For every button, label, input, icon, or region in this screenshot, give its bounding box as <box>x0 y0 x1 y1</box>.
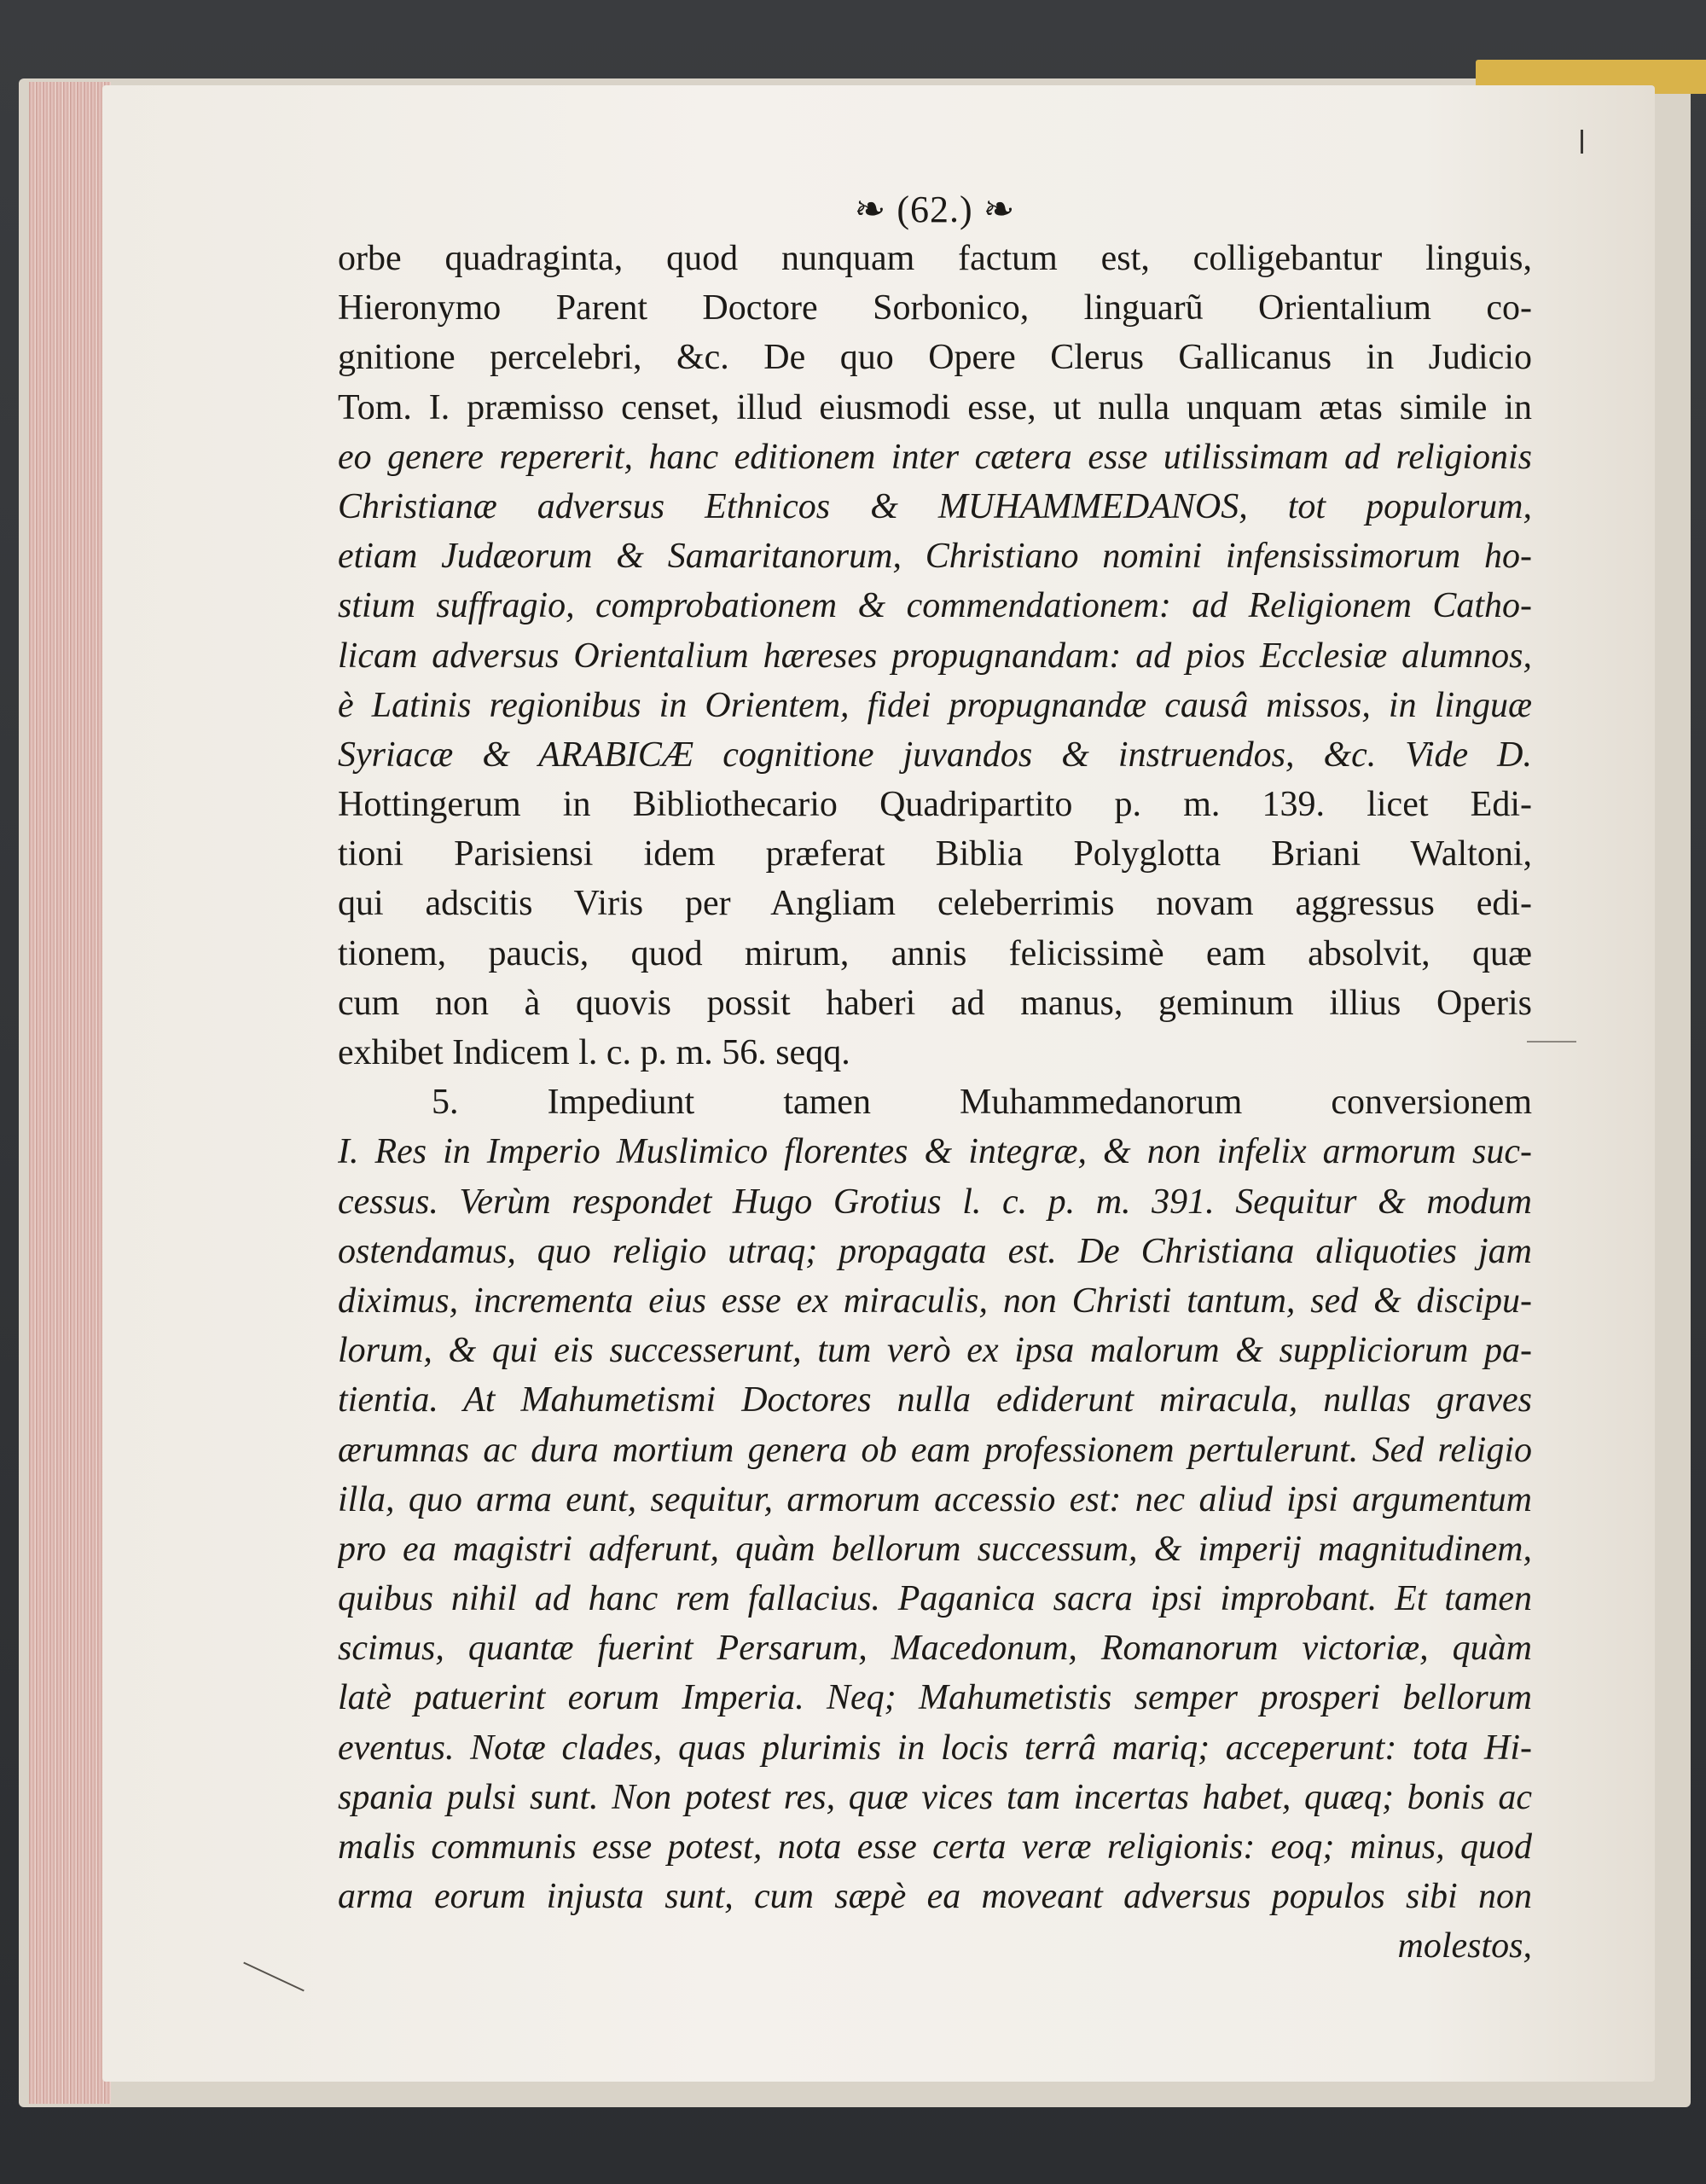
page-edges <box>29 82 111 2104</box>
text-line: exhibet Indicem l. c. p. m. 56. seqq. <box>338 1033 850 1072</box>
text-line: cum non à quovis possit haberi ad manus, geminum illius Operis <box>338 983 1532 1023</box>
margin-stroke <box>1581 130 1583 154</box>
text-line: tionem, paucis, quod mirum, annis felicissimè eam absolvit, quæ <box>338 933 1532 973</box>
text-line: latè patuerint eorum Imperia. Neq; Mahumetistis semper prosperi bellorum <box>338 1678 1532 1718</box>
text-line: tientia. At Mahumetismi Doctores nulla ediderunt miracula, nullas graves <box>338 1380 1532 1420</box>
text-line: scimus, quantæ fuerint Persarum, Macedonum, Romanorum victoriæ, quàm <box>338 1629 1532 1669</box>
text-line: 5. Impediunt tamen Muhammedanorum conversionem <box>432 1083 1532 1123</box>
text-line: Christianæ adversus Ethnicos & MUHAMMEDANOS, tot populorum, <box>338 486 1532 526</box>
text-line: molestos, <box>1397 1926 1532 1966</box>
page-number: (62.) <box>897 189 973 230</box>
text-line: spania pulsi sunt. Non potest res, quæ vices tam incertas habet, quæq; bonis ac <box>338 1777 1532 1817</box>
text-line: arma eorum injusta sunt, cum sæpè ea moveant adversus populos sibi non <box>338 1877 1532 1917</box>
text-line: gnitione percelebri, &c. De quo Opere Clerus Gallicanus in Judicio <box>338 338 1532 378</box>
page-text <box>338 186 1532 1972</box>
text-line: eo genere repererit, hanc editionem inter cætera esse utilissimam ad religionis <box>338 437 1532 477</box>
text-line: orbe quadraginta, quod nunquam factum est, colligebantur linguis, <box>338 239 1532 278</box>
text-line: eventus. Notæ clades, quas plurimis in locis terrâ mariq; acceperunt: tota Hi- <box>338 1728 1532 1768</box>
text-line: I. Res in Imperio Muslimico florentes & integræ, & non infelix armorum suc- <box>338 1132 1532 1172</box>
text-line: diximus, incrementa eius esse ex miraculis, non Christi tantum, sed & discipu- <box>338 1281 1532 1321</box>
text-line: Tom. I. præmisso censet, illud eiusmodi esse, ut nulla unquam ætas simile in <box>338 387 1532 427</box>
page-header <box>338 186 1532 234</box>
text-line: licam adversus Orientalium hæreses propugnandam: ad pios Ecclesiæ alumnos, <box>338 636 1532 676</box>
text-line: cessus. Verùm respondet Hugo Grotius l. c. p. m. 391. Sequitur & modum <box>338 1182 1532 1222</box>
header-ornament-left-icon: ❧ <box>854 189 897 230</box>
text-line: malis communis esse potest, nota esse certa veræ religionis: eoq; minus, quod <box>338 1827 1532 1867</box>
text-line: è Latinis regionibus in Orientem, fidei propugnandæ causâ missos, in linguæ <box>338 685 1532 725</box>
text-line: ærumnas ac dura mortium genera ob eam professionem pertulerunt. Sed religio <box>338 1430 1532 1470</box>
text-line: Hottingerum in Bibliothecario Quadripartito p. m. 139. licet Edi- <box>338 785 1532 825</box>
text-line: illa, quo arma eunt, sequitur, armorum accessio est: nec aliud ipsi argumentum <box>338 1479 1532 1519</box>
text-line: pro ea magistri adferunt, quàm bellorum successum, & imperij magnitudinem, <box>338 1529 1532 1569</box>
header-ornament-right-icon: ❧ <box>972 189 1016 230</box>
text-line: etiam Judæorum & Samaritanorum, Christiano nomini infensissimorum ho- <box>338 537 1532 577</box>
margin-stroke <box>1527 1041 1576 1043</box>
text-lines <box>338 234 1532 1972</box>
text-line: qui adscitis Viris per Angliam celeberrimis novam aggressus edi- <box>338 884 1532 924</box>
text-line: tioni Parisiensi idem præferat Biblia Polyglotta Briani Waltoni, <box>338 834 1532 874</box>
text-line: Hieronymo Parent Doctore Sorbonico, linguarũ Orientalium co- <box>338 288 1532 328</box>
text-line: stium suffragio, comprobationem & commendationem: ad Religionem Catho- <box>338 586 1532 626</box>
text-line: quibus nihil ad hanc rem fallacius. Paganica sacra ipsi improbant. Et tamen <box>338 1579 1532 1619</box>
text-line: ostendamus, quo religio utraq; propagata est. De Christiana aliquoties jam <box>338 1231 1532 1271</box>
text-line: Syriacæ & ARABICÆ cognitione juvandos & instruendos, &c. Vide D. <box>338 735 1532 775</box>
text-line: lorum, & qui eis successerunt, tum verò ex ipsa malorum & suppliciorum pa- <box>338 1331 1532 1371</box>
